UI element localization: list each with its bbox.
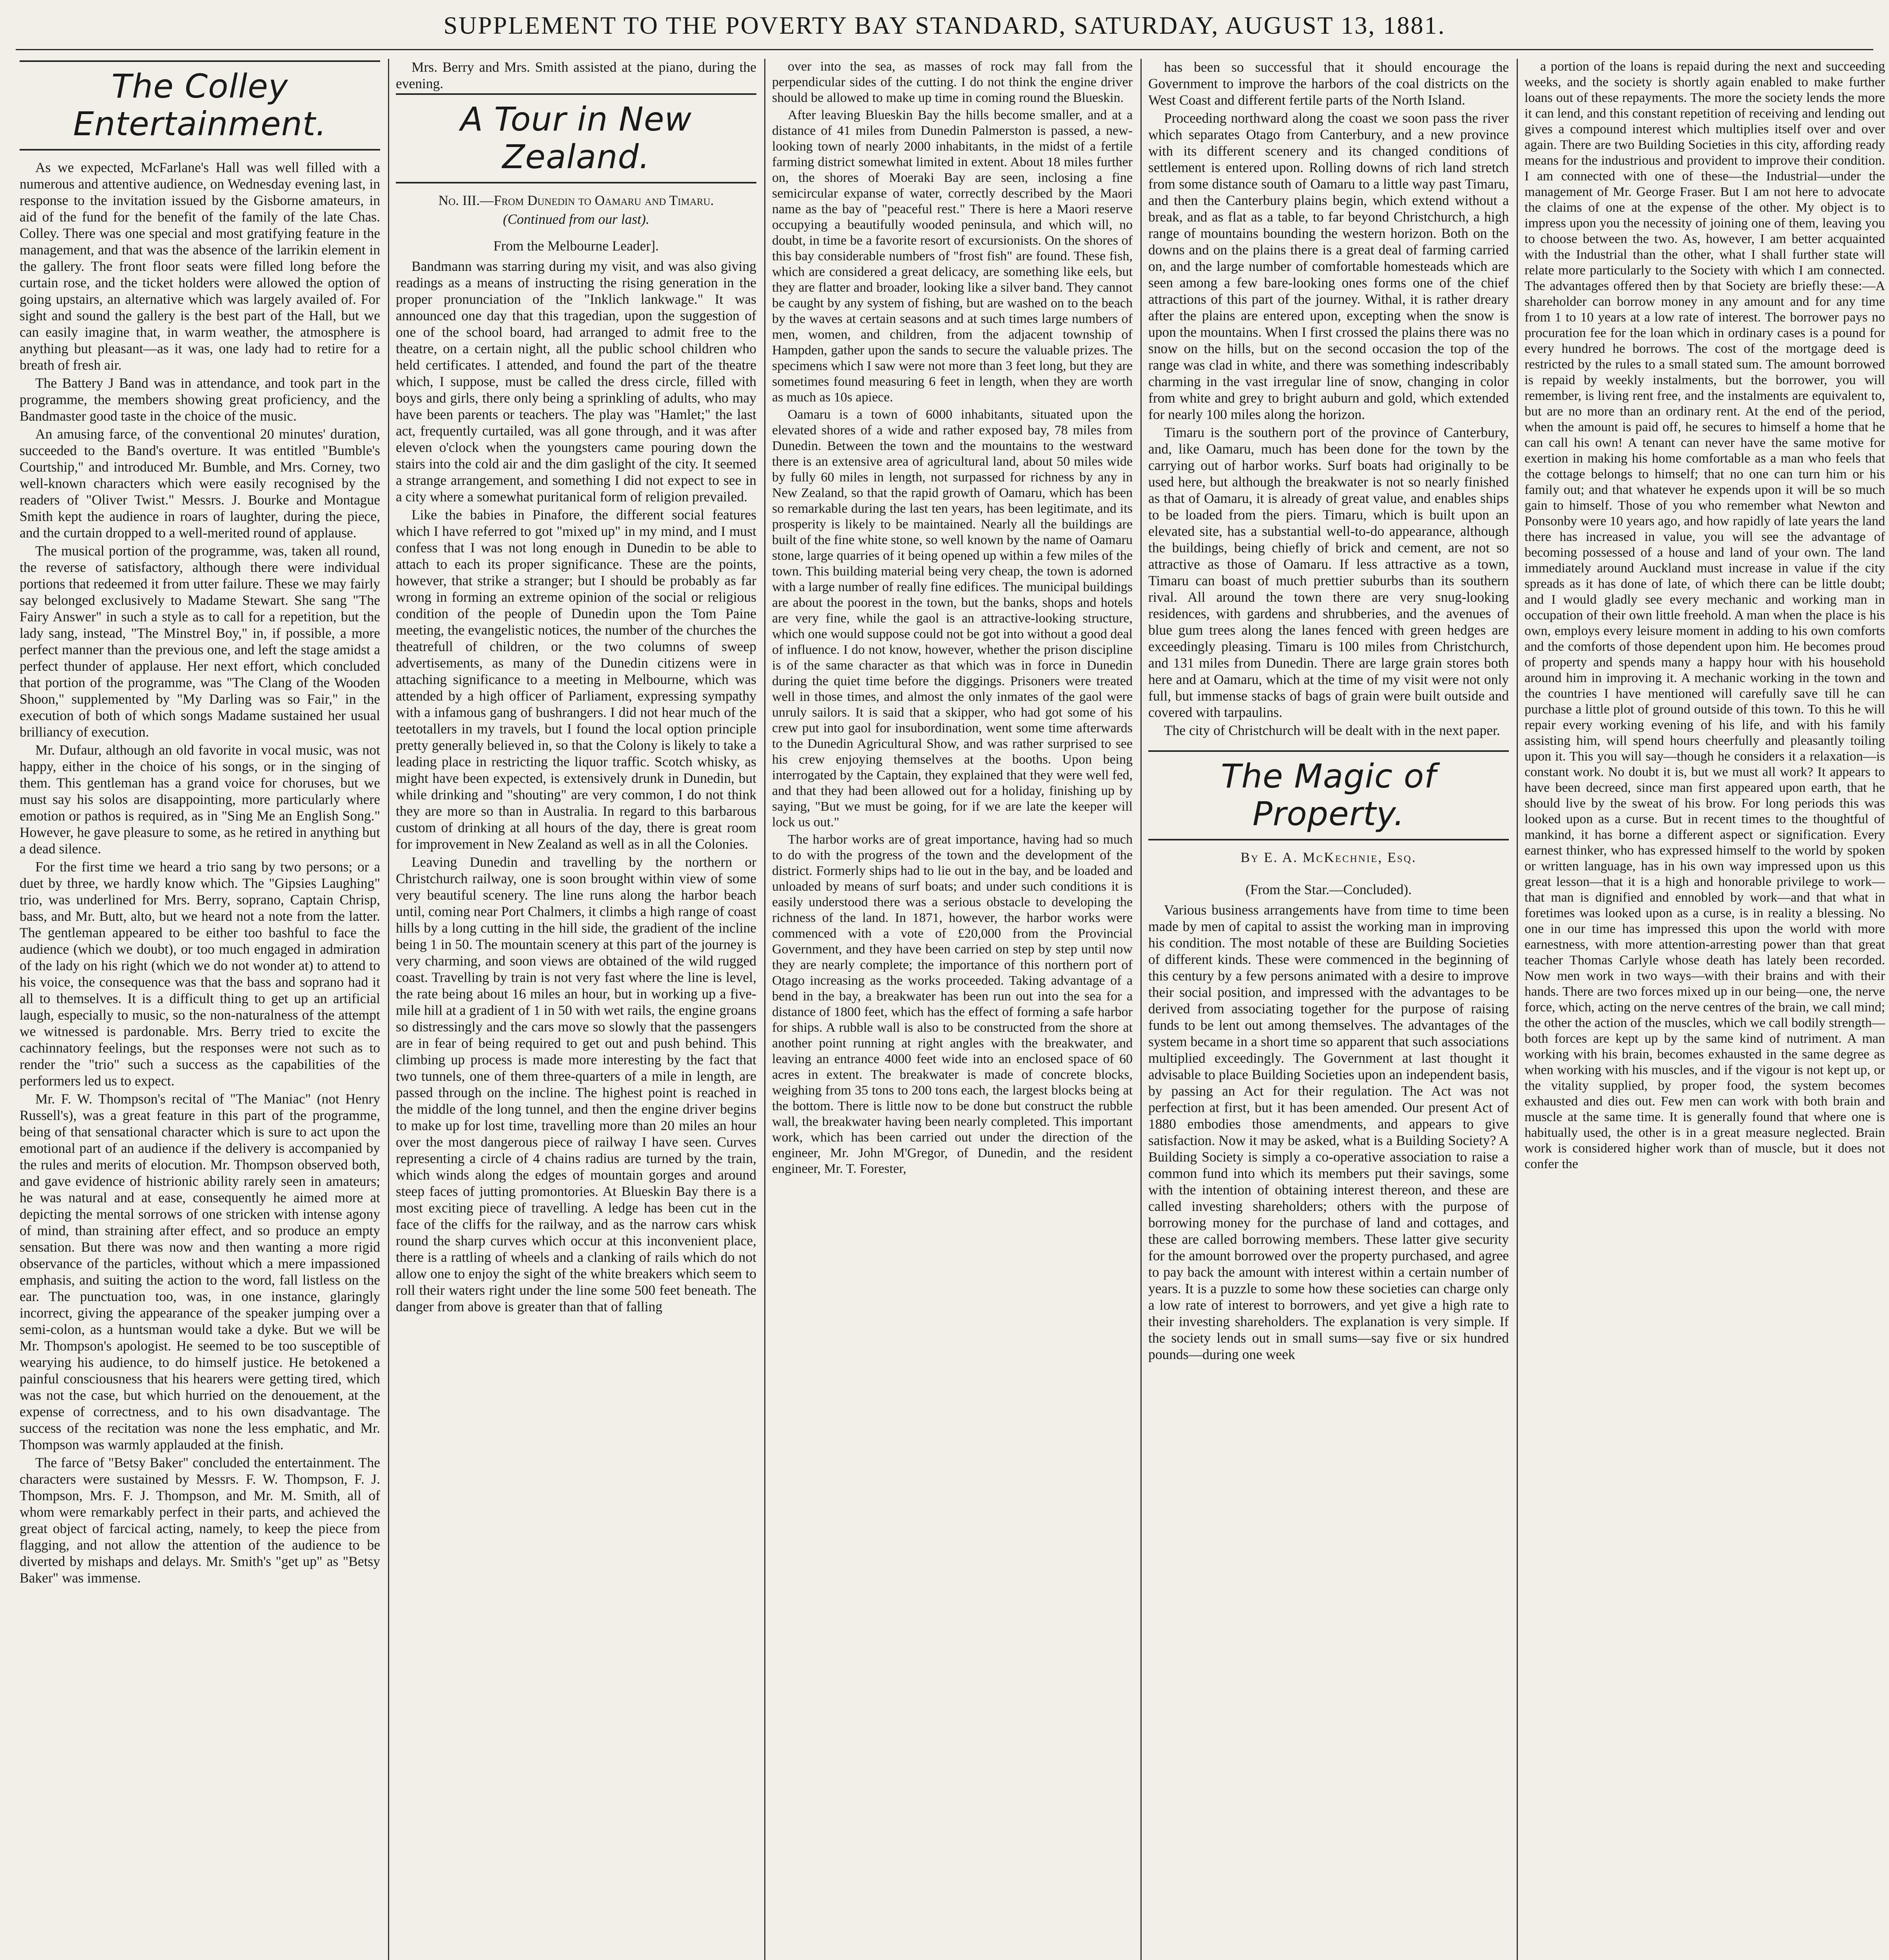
column-divider <box>388 59 389 1960</box>
column-divider <box>764 59 765 1960</box>
tour-title: A Tour in New Zealand. <box>460 100 692 176</box>
colley-paragraph: For the first time we heard a trio sang by two persons; or a duet by three, we hardly know which. The "Gipsies Laughing" trio, was underlined for Mrs. Berry, soprano, Captain Chrisp, bass, and Mr. Butt, alto, but we heard not a note from the latter. The gentleman appeared to be either too bashful to face the audience (which we doubt), or too much engaged in admiration of the lady on his right (which we do not wonder at) to attend to his voice, the consequence was that the bass and soprano had it all to themselves. It is a difficult thing to get up an artificial laugh, especially to music, so the non-naturalness of the attempt we witnessed is pardonable. Mrs. Berry tried to excite the cachinnatory feelings, but the responses were not such as to render the "trio" such a success as the capabilities of the performers led us to expect. <box>20 859 380 1089</box>
tour-source: From the Melbourne Leader]. <box>493 238 659 254</box>
colley-paragraph: The Battery J Band was in attendance, and took part in the programme, the members showing great proficiency, and the Bandmaster good taste in the choice of the music. <box>20 375 380 424</box>
colley-paragraph: Mrs. Berry and Mrs. Smith assisted at the piano, during the evening. <box>396 59 756 91</box>
colley-title: The Colley Entertainment. <box>73 67 327 143</box>
tour-paragraph: Bandmann was starring during my visit, and was also giving readings as a means of instructing the rising generation in the proper pronunciation of the "Inklich lankwage." It was announced one day that this tragedian, upon the suggestion of one of the school board, had arranged to admit free to the theatre, on a certain night, all the public school children who held certificates. I attended, and found the part of the theatre which, I suppose, must be called the dress circle, filled with boys and girls, there only being a sprinkling of adults, who may have been parents or teachers. The play was "Hamlet;" the last act, frequently curtailed, was all gone through, and it was after eleven o'clock when the youngsters came pouring down the stairs into the cold air and the dim gaslight of the city. It seemed a strange arrangement, and something I did not expect to see in a city where a somewhat puritanical form of religion prevailed. <box>396 258 756 505</box>
masthead: SUPPLEMENT TO THE POVERTY BAY STANDARD, SATURDAY, AUGUST 13, 1881. <box>443 11 1446 39</box>
tour-continued-note: (Continued from our last). <box>503 211 649 227</box>
column-4 <box>1148 59 1509 1960</box>
tour-paragraph: over into the sea, as masses of rock may fall from the perpendicular sides of the cutting. I do not think the engine driver should be allowed to make up time in coming round the Blueskin. <box>772 59 1133 105</box>
tour-paragraph: has been so successful that it should encourage the Government to improve the harbors of the coal districts on the West Coast and different fertile parts of the North Island. <box>1148 59 1509 108</box>
column-5 <box>1525 59 1885 1960</box>
magic-title: The Magic of Property. <box>1221 757 1436 833</box>
magic-paragraph: Various business arrangements have from time to time been made by men of capital to assist the working man in improving his condition. The most notable of these are Building Societies of different kinds. These were commenced in the beginning of this century by a few persons animated with a desire to improve their social position, and impressed with the advantages to be derived from associating together for the purpose of raising funds to be lent out among themselves. The advantages of the system became in a short time so apparent that such associations multiplied exceedingly. The Government at last thought it advisable to place Building Societies upon an independent basis, by passing an Act for their regulation. The Act was not perfection at first, but it has been amended. Our present Act of 1880 embodies those amendments, and appears to give satisfaction. Now it may be asked, what is a Building Society? A Building Society is simply a co-operative association to raise a common fund into which its members put their savings, some with the intention of obtaining interest thereon, and these are called investing shareholders; others with the purpose of borrowing money for the purchase of land and cottages, and these are called borrowing members. These latter give security for the amount borrowed over the property purchased, and agree to pay back the amount with interest within a certain number of years. It is a puzzle to some how these societies can charge only a low rate of interest to borrowers, and yet give a high rate to their investing shareholders. The explanation is very simple. If the society lends out in small sums—say five or six hundred pounds—during one week <box>1148 902 1509 1362</box>
magic-paragraph: a portion of the loans is repaid during the next and succeeding weeks, and the society is shortly again enabled to make further loans out of these repayments. The more the society lends the more it can lend, and this constant repetition of receiving and lending out gives a compound interest which multiplies itself over and over again. There are two Building Societies in this city, affording ready means for the industrious and provident to improve their condition. I am connected with one of these—the Industrial—under the management of Mr. George Fraser. But I am not here to advocate the claims of one at the expense of the other. My object is to impress upon you the necessity of joining one of them, leaving you to choose between the two. As, however, I am better acquainted with the Industrial than the other, what I shall further state will relate more particularly to the Society with which I am connected. The advantages offered then by that Society are briefly these:—A shareholder can borrow money in any amount and for any time from 1 to 10 years at a low rate of interest. The borrower pays no procuration fee for the loan which in ordinary cases is a pound for every hundred he borrows. The cost of the mortgage deed is restricted by the rules to a small stated sum. The amount borrowed is repaid by weekly instalments, but the borrower, you will remember, is living rent free, and the instalments are equivalent to, but are no more than an ordinary rent. At the end of the period, when the amount is paid off, he secures to himself a home that he can call his own! A tenant can never have the same motive for exertion in making his home comfortable as a man who feels that the cottage belongs to himself; that no one can turn him or his family out; and that whatever he expends upon it will be so much gain to himself. Those of you who remember what Newton and Ponsonby were 10 years ago, and how rapidly of late years the land there has increased in value, you will see the advantage of becoming possessed of a house and land of your own. The land immediately around Auckland must increase in value if the city spreads as it has done of late, of which there can be little doubt; and I would gladly see every mechanic and working man in occupation of their own little freehold. A man when the place is his own, employs every leisure moment in adding to his own comforts and the comforts of those dependent upon him. He becomes proud of property and spends many a happy hour with his household around him in improving it. A mechanic working in the town and the countries I have mentioned will carefully save till he can purchase a little plot of ground outside of this town. To this he will repair every working evening of his life, and with his family assisting him, will spend hours cheerfully and pleasantly toiling upon it. This you will say—though he considers it a relaxation—is constant work. No doubt it is, but we must all work? It appears to have been decreed, since man first appeared upon earth, that he should live by the sweat of his brow. For long periods this was looked upon as a curse. But in recent times to the thoughtful of mankind, it has borne a different aspect or signification. Every earnest thinker, who has expressed himself to the world by spoken or written language, has in his own way impressed upon us this great lesson—that it is a high and honorable privilege to work—that man is dignified and ennobled by work—and that what in foretimes was looked upon as a curse, is in reality a blessing. No one in our time has impressed this upon the world with more earnestness, with more attention-arresting power than that great teacher Thomas Carlyle whose death has lately been recorded. Now men work in two ways—with their brains and with their hands. There are two forces mixed up in our being—one, the nerve force, which, acting on the nerve centres of the brain, we call mind; the other the action of the muscles, which we call bodily strength—both forces are kept up by the same kind of nutriment. A man working with his brain, becomes exhausted in the same degree as when working with his muscles, and if the vigour is not kept up, or the vitality supplied, by proper food, the system becomes exhausted and dies out. Few men can work with both brain and muscle at the same time. It is generally found that where one is habitually used, the other is in a great measure neglected. Brain work is considered higher work than of muscle, but it does not confer the <box>1525 59 1885 1171</box>
tour-paragraph: The city of Christchurch will be dealt with in the next paper. <box>1164 722 1500 738</box>
tour-paragraph: Timaru is the southern port of the province of Canterbury, and, like Oamaru, much has been done for the town by the carrying out of harbor works. Surf boats had originally to be used here, but although the breakwater is not so nearly finished as that of Oamaru, it is already of great value, and enables ships to be loaded from the piers. Timaru, which is built upon an elevated site, has a substantial well-to-do appearance, although the buildings, being chiefly of brick and cement, are not so attractive as those of Oamaru. If less attractive as a town, Timaru can boast of much prettier suburbs than its southern rival. All around the town there are very snug-looking residences, with gardens and shrubberies, and the avenues of blue gum trees along the lanes fenced with green hedges are exceedingly pleasing. Timaru is 100 miles from Christchurch, and 131 miles from Dunedin. There are large grain stores both here and at Oamaru, which at the time of my visit were not only full, but immense stacks of bags of grain were built outside and covered with tarpaulins. <box>1148 425 1509 720</box>
column-1 <box>20 59 380 1960</box>
magic-byline: By E. A. McKechnie, Esq. <box>1240 849 1417 865</box>
tour-subtitle: No. III.—From Dunedin to Oamaru and Timaru. <box>438 192 714 208</box>
masthead-rule <box>16 49 1873 50</box>
column-2 <box>396 59 756 1960</box>
tour-paragraph: Like the babies in Pinafore, the different social features which I have referred to got "mixed up" in my mind, and I must confess that I was not long enough in Dunedin to be able to attach to each its proper significance. These are the points, however, that strike a stranger; but I should be probably as far wrong in forming an extreme opinion of the social or religious condition of the people of Dunedin upon the Tom Paine meeting, the evangelistic notices, the number of the churches the theatrefull of children, or the two columns of sweep advertisements, as many of the Dunedin citizens were in attaching significance to a meeting in Melbourne, which was attended by a high officer of Parliament, expressing sympathy with a infamous gang of bushrangers. I did not hear much of the teetotallers in my travels, but I found the local option principle pretty generally believed in, so that the Colony is likely to take a leading place in restricting the liquor traffic. Scotch whisky, as might have been expected, is extensively drunk in Dunedin, but while drinking and "shouting" are very common, I do not think they are more so than in Australia. In regard to this barbarous custom of drinking at all hours of the day, there is great room for improvement in New Zealand as well as in all the Colonies. <box>396 507 756 852</box>
colley-heading-box <box>20 60 380 151</box>
colley-paragraph: As we expected, McFarlane's Hall was well filled with a numerous and attentive audience, on Wednesday evening last, in response to the invitation issued by the Gisborne amateurs, in aid of the fund for the benefit of the family of the late Chas. Colley. There was one special and most gratifying feature in the management, and that was the absence of the larrikin element in the gallery. The front floor seats were filled long before the curtain rose, and the ticket holders were allowed the option of going upstairs, an alternative which was largely availed of. For sight and sound the gallery is the best part of the Hall, but we can easily imagine that, in warm weather, the atmosphere is anything but pleasant—as it was, one lady had to retire for a breath of fresh air. <box>20 160 380 373</box>
colley-paragraph: Mr. F. W. Thompson's recital of "The Maniac" (not Henry Russell's), was a great feature in this part of the programme, being of that sensational character which is sure to act upon the emotional part of an audience if the delivery is accompanied by the rules and merits of elocution. Mr. Thompson observed both, and gave evidence of histrionic ability rarely seen in amateurs; he was natural and at ease, consequently he aimed more at depicting the mental sorrows of one stricken with intense agony of mind, than straining after effect, and so produce an empty sensation. But there was now and then wanting a more rigid observance of the particles, without which a mere impassioned emphasis, and suiting the action to the word, fall listless on the ear. The punctuation too, was, in one instance, glaringly incorrect, giving the appearance of the speaker jumping over a semi-colon, as a huntsman would take a dyke. But we will be Mr. Thompson's apologist. He seemed to be too susceptible of wearying his audience, to do himself justice. He betokened a painful consciousness that his hearers were getting tired, which was not the case, but which hurried on the denouement, at the expense of correctness, and to his own disadvantage. The success of the recitation was none the less emphatic, and Mr. Thompson was warmly applauded at the finish. <box>20 1091 380 1452</box>
tour-paragraph: Leaving Dunedin and travelling by the northern or Christchurch railway, one is soon brought within view of some very beautiful scenery. The line runs along the harbor beach until, coming near Port Chalmers, it climbs a high range of coast hills by a long cutting in the hill side, the gradient of the incline being 1 in 50. The mountain scenery at this part of the journey is very charming, and soon views are obtained of the wild rugged coast. Travelling by train is not very fast where the line is level, the rate being about 16 miles an hour, but in working up a five-mile hill at a gradient of 1 in 50 with wet rails, the engine groans so distressingly and the cars move so slowly that the passengers are in fear of being required to get out and push behind. This climbing up process is made more interesting by the fact that two tunnels, one of them three-quarters of a mile in length, are passed through on the incline. The highest point is reached in the middle of the long tunnel, and then the engine driver begins to make up for lost time, travelling more than 20 miles an hour over the most dangerous piece of railway I have seen. Curves representing a circle of 4 chains radius are turned by the train, which winds along the edges of mountain gorges and around steep faces of jutting promontories. At Blueskin Bay there is a most exciting piece of travelling. A ledge has been cut in the face of the cliffs for the railway, and as the narrow cars whisk round the sharp curves which occur at this inconvenient place, there is a rattling of wheels and a clanking of rails which do not allow one to enjoy the sight of the white breakers which seem to roll their waters right under the line some 500 feet beneath. The danger from above is greater than that of falling <box>396 854 756 1314</box>
colley-paragraph: The musical portion of the programme, was, taken all round, the reverse of satisfactory, although there were individual portions that redeemed it from utter failure. These we may fairly say belonged exclusively to Madame Stewart. She sang "The Fairy Answer" in such a style as to call for a repetition, but the lady sang, instead, "The Minstrel Boy," in, if possible, a more perfect manner than the previous one, and left the stage amidst a perfect thunder of applause. Her next effort, which concluded that portion of the programme, was "The Clang of the Wooden Shoon," supplemented by "My Darling was so Fair," in the execution of both of which songs Madame sustained her usual brilliancy of execution. <box>20 543 380 740</box>
tour-paragraph: After leaving Blueskin Bay the hills become smaller, and at a distance of 41 miles from Dunedin Palmerston is passed, a new-looking town of nearly 2000 inhabitants, in the midst of a fertile farming district somewhat limited in extent. About 18 miles further on, the shores of Moeraki Bay are seen, inclosing a fine semicircular expanse of water, correctly described by the Maori name as the bay of "peaceful rest." There is here a Maori reserve occupying a beautifully wooded peninsula, and which will, no doubt, in time be a favorite resort of excursionists. On the shores of this bay considerable numbers of "frost fish" are found. These fish, which are considered a great delicacy, are something like eels, but they are flatter and broader, looking like a silver band. They cannot be caught by any system of fishing, but are washed on to the beach by the waves at certain seasons and at such times large numbers of men, women, and children, from the adjacent township of Hampden, gather upon the sands to secure the valuable prizes. The specimens which I saw were not more than 3 feet long, but they are sometimes found measuring 6 feet in length, when they are worth as much as 10s apiece. <box>772 108 1133 405</box>
magic-heading-box <box>1148 750 1509 840</box>
tour-heading-box <box>396 93 756 183</box>
column-3 <box>772 59 1133 1960</box>
tour-paragraph: Proceeding northward along the coast we soon pass the river which separates Otago from Canterbury, and a new province with its different scenery and its changed conditions of settlement is entered upon. Rolling downs of rich land stretch from some distance south of Oamaru to a little way past Timaru, and then the Canterbury plains begin, which extend without a break, and as flat as a table, to far beyond Christchurch, a high range of mountains bounding the western horizon. Both on the downs and on the plains there is a great deal of farming carried on, and the large number of comfortable homesteads which are seen among a few bare-looking ones forms one of the chief attractions of this part of the journey. Withal, it is rather dreary after the plains are entered upon, excepting when the snow is upon the mountains. When I first crossed the plains there was no snow on the hills, but on the second occasion the top of the range was clad in white, and there was something indescribably charming in the vast irregular line of snow, changing in color from white and grey to bright auburn and gold, which extended for nearly 100 miles along the horizon. <box>1148 110 1509 422</box>
column-divider <box>1140 59 1142 1960</box>
colley-paragraph: The farce of "Betsy Baker" concluded the entertainment. The characters were sustained by Messrs. F. W. Thompson, F. J. Thompson, Mrs. F. J. Thompson, and Mr. M. Smith, all of whom were remarkably perfect in their parts, and achieved the great object of farcical acting, namely, to keep the piece from flagging, and not allow the attention of the audience to be diverted by mishaps and delays. Mr. Smith's "get up" as "Betsy Baker" was immense. <box>20 1455 380 1586</box>
colley-paragraph: An amusing farce, of the conventional 20 minutes' duration, succeeded to the Band's overture. It was entitled "Bumble's Courtship," and introduced Mr. Bumble, and Mrs. Corney, two well-known characters which were easily recognised by the readers of "Oliver Twist." Messrs. J. Bourke and Montague Smith kept the audience in roars of laughter, during the piece, and the curtain dropped to a well-merited round of applause. <box>20 426 380 541</box>
colley-paragraph: Mr. Dufaur, although an old favorite in vocal music, was not happy, either in the choice of his songs, or in the singing of them. This gentleman has a grand voice for choruses, but we must say his solos are disappointing, more particularly where emotion or pathos is required, as in "Sing Me an English Song." However, he gave pleasure to some, as he retired in anything but a dead silence. <box>20 742 380 857</box>
tour-paragraph: The harbor works are of great importance, having had so much to do with the progress of the town and the development of the district. Formerly ships had to lie out in the bay, and be loaded and unloaded by means of surf boats; and under such conditions it is easily understood there was a serious obstacle to developing the richness of the land. In 1871, however, the harbor works were commenced with a vote of £20,000 from the Provincial Government, and they have been carried on step by step until now they are nearly complete; the importance of this northern port of Otago increasing as the works proceeded. Taking advantage of a bend in the bay, a breakwater has been run out into the sea for a distance of 1800 feet, which has the effect of forming a safe harbor for ships. A rubble wall is also to be constructed from the shore at another point running at right angles with the breakwater, and leaving an entrance 4000 feet wide into an enclosed space of 60 acres in extent. The breakwater is made of concrete blocks, weighing from 35 tons to 200 tons each, the largest blocks being at the bottom. There is little now to be done but construct the rubble wall, the breakwater having been nearly completed. This important work, which has been carried out under the direction of the engineer, Mr. John M'Gregor, of Dunedin, and the resident engineer, Mr. T. Forester, <box>772 832 1133 1176</box>
tour-paragraph: Oamaru is a town of 6000 inhabitants, situated upon the elevated shores of a wide and rather exposed bay, 78 miles from Dunedin. Between the town and the mountains to the westward there is an extensive area of agricultural land, about 50 miles wide by fully 60 miles in length, not surpassed for richness by any in New Zealand, so that the rapid growth of Oamaru, which has been so remarkable during the last ten years, has been legitimate, and its prosperity is likely to be maintained. Nearly all the buildings are built of the fine white stone, so well known by the name of Oamaru stone, large quarries of it being opened up within a few miles of the town. This building material being very cheap, the town is adorned with a large number of really fine edifices. The municipal buildings are about the poorest in the town, but the banks, shops and hotels are very fine, while the gaol is an attractive-looking structure, which one would suppose could not be got into without a good deal of influence. I do not know, however, whether the prison discipline is of the same character as that which was in force in Dunedin during the quiet time before the diggings. Prisoners were treated well in those times, and almost the only inmates of the gaol were unruly sailors. It is said that a skipper, who had got some of his crew put into gaol for insubordination, went some time afterwards to the Dunedin Agricultural Show, and was rather surprised to see his crew enjoying themselves at the booths. Upon being interrogated by the Captain, they explained that they were well fed, and that they had been allowed out for a holiday, finishing up by saying, "But we must be going, for if we are late the keeper will lock us out." <box>772 407 1133 829</box>
magic-source: (From the Star.—Concluded). <box>1245 882 1412 897</box>
column-divider <box>1517 59 1518 1960</box>
